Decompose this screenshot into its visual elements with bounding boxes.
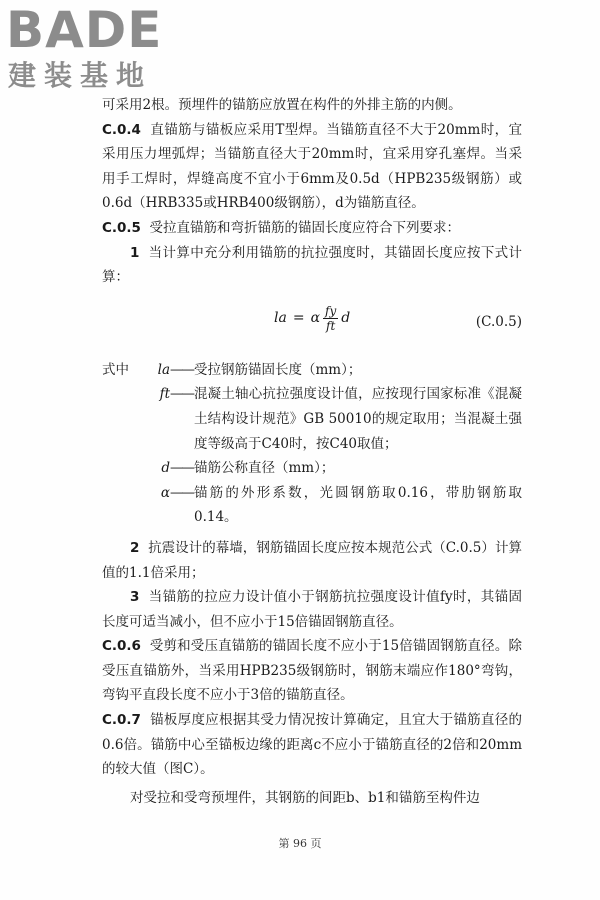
page-number: 第 96 页 xyxy=(278,837,322,850)
formula-coefficient: α xyxy=(310,309,321,326)
clause-number: C.0.7 xyxy=(102,712,141,729)
item-number: 2 xyxy=(130,539,140,556)
paragraph-continuation: 可采用2根。预埋件的锚筋应放置在构件的外排主筋的内侧。 xyxy=(102,97,462,113)
formula-denominator: ft xyxy=(326,318,336,333)
definition-row xyxy=(102,382,522,456)
clause-text: 受剪和受压直锚筋的锚固长度不应小于15倍锚固钢筋直径。除受压直锚筋外，当采用HPB235级钢筋时，钢筋末端应作180°弯钩，弯钩平直段长度不应小于3倍的锚筋直径。 xyxy=(102,638,522,704)
definition-symbol: α xyxy=(160,484,170,501)
definition-symbol: la xyxy=(157,361,170,378)
item-number: 3 xyxy=(130,589,140,606)
definition-dash: —— xyxy=(170,361,193,378)
definition-text: 锚筋公称直径（mm）； xyxy=(194,460,335,477)
clause-item-1 xyxy=(102,241,522,290)
document-body xyxy=(102,93,522,810)
item-number: 1 xyxy=(130,244,140,261)
item-text: 抗震设计的幕墙，钢筋锚固长度应按本规范公式（C.0.5）计算值的1.1倍采用； xyxy=(102,539,522,581)
item-text: 当锚筋的拉应力设计值小于钢筋抗拉强度设计值fy时，其锚固长度可适当减小，但不应小于15倍锚固钢筋直径。 xyxy=(102,589,522,630)
definition-row xyxy=(102,358,522,383)
clause-item-3 xyxy=(102,585,522,634)
formula-fraction xyxy=(323,304,338,333)
logo-word: BADE xyxy=(6,1,163,59)
definition-row xyxy=(102,456,522,481)
clause-c05 xyxy=(102,216,522,241)
definition-symbol: d xyxy=(161,460,170,477)
clause-number: C.0.6 xyxy=(102,638,141,655)
formula-expression xyxy=(274,304,350,333)
logo-subtitle: 建装基地 xyxy=(8,59,153,92)
clause-number: C.0.4 xyxy=(102,121,141,138)
formula-numerator: fy xyxy=(325,303,337,318)
formula-lhs: la xyxy=(274,309,287,326)
clause-item-2 xyxy=(102,536,522,585)
clause-c07 xyxy=(102,708,522,782)
definition-text: 受拉钢筋锚固长度（mm）； xyxy=(194,361,362,378)
definition-text: 混凝土轴心抗拉强度设计值，应按现行国家标准《混凝土结构设计规范》GB 50010的规定取用；当混凝土强度等级高于C40时，按C40取值； xyxy=(194,386,522,452)
definition-symbol: ft xyxy=(159,386,170,403)
definition-row xyxy=(102,481,522,530)
formula-c05 xyxy=(102,296,522,354)
definition-dash: —— xyxy=(170,484,193,501)
definition-dash: —— xyxy=(170,386,193,403)
clause-text: 受拉直锚筋和弯折锚筋的锚固长度应符合下列要求： xyxy=(149,219,461,236)
formula-tail: d xyxy=(341,309,351,326)
paragraph-last: 对受拉和受弯预埋件，其钢筋的间距b、b1和锚筋至构件边 xyxy=(130,789,480,806)
clause-c06 xyxy=(102,634,522,708)
item-text: 当计算中充分利用锚筋的抗拉强度时，其锚固长度应按下式计算： xyxy=(102,244,522,286)
bade-logo xyxy=(6,1,186,94)
clause-text: 直锚筋与锚板应采用T型焊。当锚筋直径不大于20mm时，宜采用压力埋弧焊；当锚筋直径大于20mm时，宜采用穿孔塞焊。当采用手工焊时，焊缝高度不宜小于6mm及0.5d（HPB235级钢筋）或0.6d（HRB335或HRB400级钢筋），d为锚筋直径。 xyxy=(102,121,522,212)
clause-number: C.0.5 xyxy=(102,219,141,236)
formula-number: (C.0.5) xyxy=(475,313,522,330)
definition-dash: —— xyxy=(170,460,193,477)
definitions-lead: 式中 xyxy=(102,361,129,378)
clause-text: 锚板厚度应根据其受力情况按计算确定，且宜大于锚筋直径的0.6倍。锚筋中心至锚板边缘的距离c不应小于锚筋直径的2倍和20mm的较大值（图C）。 xyxy=(102,712,522,778)
clause-c04 xyxy=(102,118,522,216)
symbol-definitions xyxy=(102,358,522,530)
definition-text: 锚筋的外形系数，光圆钢筋取0.16，带肋钢筋取0.14。 xyxy=(194,484,522,526)
formula-equals: = xyxy=(292,309,305,326)
